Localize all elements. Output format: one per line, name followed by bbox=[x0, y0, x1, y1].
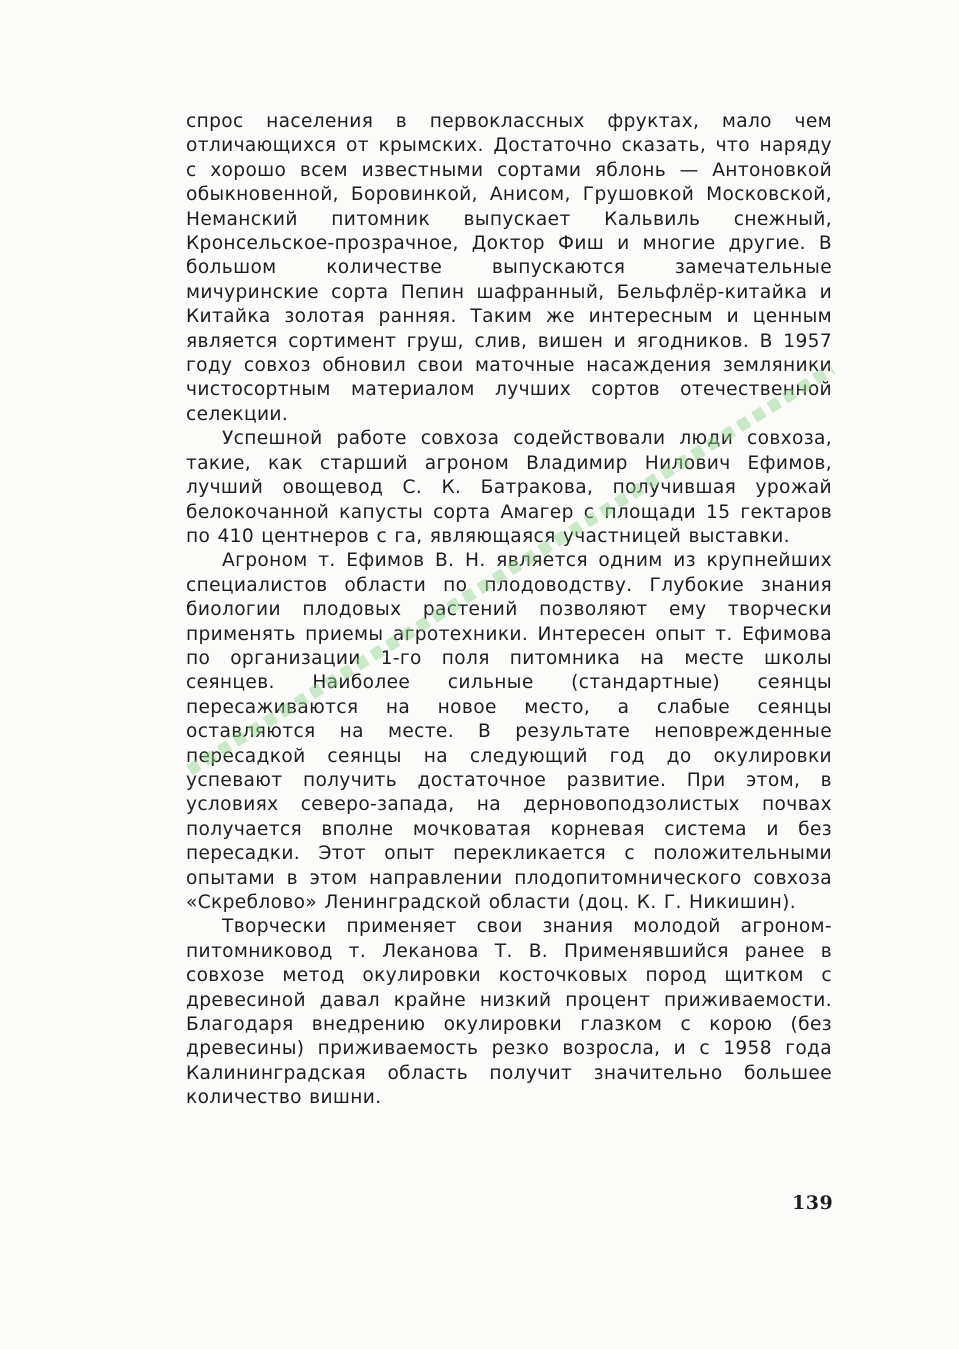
paragraph-3: Агроном т. Ефимов В. Н. является одним из крупнейших специалистов области по плодоводству. Глубокие знания биологии плодовых растений позволяют ему творчески применять приемы агротехники. Интересен опыт т. Ефимова по организации 1-го поля питомника на месте школы сеянцев. Наиболее сильные (стандартные) сеянцы пересаживаются на новое место, а слабые сеянцы оставляются на месте. В результате неповрежденные пересадкой сеянцы на следующий год до окулировки успевают получить достаточное развитие. При этом, в условиях северо-запада, на дерновоподзолистых почвах получается вполне мочковатая корневая система и без пересадки. Этот опыт перекликается с положительными опытами в этом направлении плодопитомнического совхоза «Скреблово» Ленинградской области (доц. К. Г. Никишин). bbox=[186, 550, 832, 913]
paragraph-2: Успешной работе совхоза содействовали люди совхоза, такие, как старший агроном Владимир Нилович Ефимов, лучший овощевод С. К. Батракова, получившая урожай белокочанной капусты сорта Амагер с площади 15 гектаров по 410 центнеров с га, являющаяся участницей выставки. bbox=[186, 428, 832, 547]
paragraph-4: Творчески применяет свои знания молодой агроном-питомниковод т. Леканова Т. В. Применявшийся ранее в совхозе метод окулировки косточковых пород щитком с древесиной давал крайне низкий процент приживаемости. Благодаря внедрению окулировки глазком с корою (без древесины) приживаемость резко возросла, и с 1958 года Калининградская область получит значительно большее количество вишни. bbox=[186, 916, 832, 1109]
page-number: 139 bbox=[792, 1192, 834, 1214]
body-text bbox=[186, 110, 832, 1111]
paragraph-1: спрос населения в первоклассных фруктах, мало чем отличающихся от крымских. Достаточно сказать, что наряду с хорошо всем известными сортами яблонь — Антоновкой обыкновенной, Боровинкой, Анисом, Грушовкой Московской, Неманский питомник выпускает Кальвиль снежный, Кронсельское-прозрачное, Доктор Фиш и многие другие. В большом количестве выпускаются замечательные мичуринские сорта Пепин шафранный, Бельфлёр-китайка и Китайка золотая ранняя. Таким же интересным и ценным является сортимент груш, слив, вишен и ягодников. В 1957 году совхоз обновил свои маточные насаждения земляники чистосортным материалом лучших сортов отечественной селекции. bbox=[186, 111, 832, 425]
